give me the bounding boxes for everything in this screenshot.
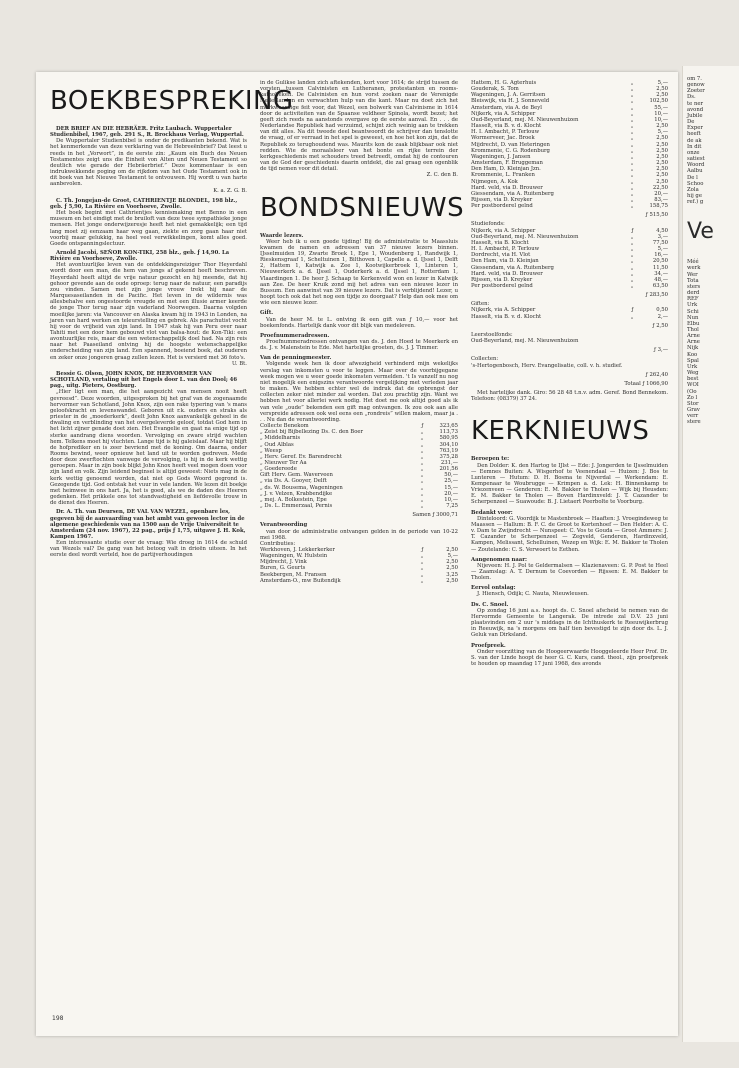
giften-label: Giften: [471,301,490,308]
ledger-currency: „ [420,459,424,466]
ledger-name: „ Weesp [260,447,282,454]
edge-line: Thol [687,327,699,333]
edge-line: Zola [687,186,699,193]
ledger-name: „ ds. W. Bousema, Wageningen [260,484,343,491]
ledger-amount: 10,— [444,496,458,503]
ledger-name: „ Goedereede [260,466,297,473]
ledger-amount: 231,— [440,459,458,466]
ledger-amount: 580,95 [439,435,458,442]
ledger-name: Hard. veld, via D. Brouwer [471,184,543,191]
ledger-currency: „ [630,110,634,117]
ledger-row [260,578,458,584]
ledger-name: Oud-Beyerland, mej. M. Nieuwenhuizen [471,338,579,345]
ledger-amount: 5,— [657,129,668,136]
edge-line: Spal [687,357,699,364]
verantwoording-body: van door de administratie ontvangen gelden in de periode van 10-22 mei 1968. [260,528,458,541]
ledger-currency [619,338,634,344]
ledger-amount: 25,— [444,478,458,485]
ledger-row [260,503,458,509]
ledger-currency: „ [420,559,424,566]
ledger-name: Bleiswijk, via H. J. Sonneveld [471,98,550,105]
ledger-currency: „ [630,196,634,203]
ledger-contributies [260,547,458,584]
ledger-currency: „ [420,429,424,436]
ledger-name: H. I. Ambacht, P. Terlouw [471,129,540,136]
review-body: Het boek begint met Cathrientjes kennismaking met Benno in een museum en het eindigt met de bruiloft van deze twee sympathieke jonge mensen. Het jonge onderwijzeresje heeft het niet gemakkelijk; een tijd lang moet zij eenzaam haar weg gaan, ziekte en zorg gaan haar niet voorbij maar gelukkig, na heel veel verwikkelingen, komt alles goed. Goede ontspanningslectuur. [50,210,247,247]
edge-line: De l [687,174,698,181]
ledger-amount: 2,50 [446,559,458,566]
edge-line: Zo l [687,394,698,401]
edge-line: om 7. [687,76,702,82]
next-page-fragment [687,76,737,426]
kerk-heading: Proefpreek. [471,642,506,649]
ledger-currency: „ [630,246,634,253]
ledger-leerstoel [471,338,668,344]
ledger-name: „ via Ds. A. Gooyer, Delft [260,478,327,485]
ledger-amount: 2,50 [656,92,668,99]
ledger-amount: 5,— [447,553,458,560]
edge-line: Elbu [687,320,700,327]
ledger-amount: 2,— [657,313,668,320]
grand-total: Totaal ƒ 1066,90 [624,380,668,387]
ledger-currency: „ [630,116,634,123]
ledger-name: Mijdrecht, D. van Heteringen [471,141,550,148]
edge-line: Arne [687,339,700,346]
ledger-amount: 10,— [654,110,668,117]
ledger-row [471,314,668,320]
ledger-amount: 2,50 [656,153,668,160]
ledger-name: Wormerveer, Jac. Broek [471,135,535,142]
ledger-name: „ Ds. L. Emmerzaal, Pernis [260,503,333,510]
ledger-currency: „ [630,178,634,185]
ledger-name: Den Ham, via D. Kleinjan [471,258,539,265]
ledger-amount: 763,19 [439,447,458,454]
ledger-name: Mijdrecht, J. Vink [260,559,307,566]
ledger-name: Werkhoven, J. Lekkerkerker [260,547,335,553]
ledger-amount: 5,— [657,246,668,253]
ledger-name: „ Herv. Geref. Ev. Barendrecht [260,453,342,460]
review-body: De Wuppertaler Studienbibel is onder de predikanten bekend. Wat is het kenmerkende van deze verklaring van de Hebreeënbrief? Dat leest u reeds in het „Vorwort”, in de eerste zin: „Kaum ein Buch des Neuen Testamentes zeigt uns die Einheit von Alten und Neuen Testament so deutlich wie gerade der Hebräerbrief.” Deze kommentaar is een indrukwekkende poging om de rijkdom van het Oude Testament ook in dit boek van het Nieuwe Testament te ontvouwen. Hij wordt u van harte aanbevolen. [50,138,247,188]
news-heading: Waarde lezers. [260,232,304,239]
edge-line: Aalbu [687,168,703,175]
ledger-amount: 2,50 [446,565,458,572]
ledger-name: „ mej. A. Bolkestein, Epe [260,496,327,503]
review-heading: DER BRIEF AN DIE HEBRÄER. Fritz Laubach. Wuppertaler Studienbibel, 1967, geb. 291 S., R. Brockhaus Verlag, Wuppertal. [50,126,244,139]
contributies-label: Contributies: [260,540,296,547]
section-title-kerknieuws: KERKNIEUWS [471,416,650,447]
ledger-currency: „ [420,490,424,497]
section-title-boekbespreking: BOEKBESPREKING [50,86,294,116]
ledger-currency: „ [630,129,634,136]
ledger-currency: „ [420,503,424,510]
ledger-currency: „ [420,435,424,442]
ledger-name: Hard. veld, via D. Brouwer [471,270,543,277]
ledger-name: „ J. v. Velzen, Krabbendijke [260,490,333,497]
ledger-currency: „ [630,283,634,289]
ledger-name: Rijssen, via D. Kreyker [471,196,533,203]
ledger-currency: „ [420,441,424,448]
ledger-name: „ Oud Alblas [260,441,294,448]
ledger-collections [260,423,458,509]
ledger-amount: 2,50 [446,577,458,584]
studiefonds-label: Studiefonds: [471,221,505,228]
edge-line: genow [687,82,705,89]
verantwoording-heading: Verantwoording [260,522,308,529]
ledger-currency: „ [630,92,634,99]
ledger-currency: „ [420,565,424,572]
next-page-edge [682,66,739,1042]
review-heading: Arnold Jacobi, SEÑOR KON-TIKI, 258 blz., geb. ƒ 14,90. La Rivière en Voorhoeve, Zwolle. [50,249,230,263]
edge-line: hij ge [687,192,702,199]
edge-line: derd [687,290,700,297]
news-body: Weer heb ik u een goede tijding! Bij de administratie te Maassluis kwamen de namen en adressen van 37 nieuwe lezers binnen. IJsselmuiden 19, Zwarte Broek 1, Epe 1, Woudenberg 1, Randwijk 1, Rieskensgraaf 1, Scheltuinen 1, Bilthoven 1, Capelle a. d. IJssel 1, Delft 2, Hattem 1, Katwijk a. Zee 1, Kootwijkerbroek 1, Linteren 1, Nieuwerkerk a. d. IJssel 1, Ouderkerk a. d. IJssel 1, Rotterdam 1, Vlaardingen 1. De heer J. Schaap te Kerkenveld won en lezer in Katwijk aan Zee. De heer Kruik zond mij het adres van een nieuwe lezer in Bussum. Een aanwinst van 39 nieuwe lezers. Dat is verblijdend! Lezer, u hoopt toch ook dat het nog een tijdje zo doorgaat? Help dan ook mee om wie een nieuwe lezer. [260,238,458,307]
ledger-amount: 113,73 [439,429,458,436]
kerk-heading: Eervol ontslag: [471,585,516,592]
review-heading: Bessie G. Olson, JOHN KNOX, DE HERVORMER VAN SCHOTLAND, vertaling uit het Engels door L. van den Dool; 46 pag., uitg. Pieters, Oostburg. [50,370,238,390]
edge-line: De [687,119,695,126]
ledger-currency: „ [630,104,634,111]
ledger-name: „ Middelharnis [260,435,301,442]
ledger-currency: „ [420,553,424,560]
ledger-name: Rijssen, via D. Kreyker [471,276,533,283]
ledger-amount: 3,25 [446,571,458,578]
ledger-amount: 11,50 [652,264,668,271]
ledger-currency: „ [630,141,634,148]
leerstoel-total: ƒ 3,— [654,347,668,354]
ledger-giften [471,307,668,319]
edge-line: REF [687,296,699,303]
ledger-currency: „ [630,135,634,142]
review-heading: Dr. A. Th. van Deursen, DE VAL VAN WEZEL, openbare les, gegeven bij de aanvaarding van het ambt van gewoon lector in de algemene geschiedenis van na 1500 aan de Vrije Universiteit te Amsterdam (24 nov. 1967), 22 pag., prijs ƒ 1,75, uitgave J. H. Kok, Kampen 1967. [50,509,246,540]
ledger-name: Gouderak, S. Tom [471,86,519,93]
ledger-currency: „ [420,496,424,503]
ledger-currency: „ [630,252,634,259]
ledger-name: Hasselt, via B. v. d. Klocht [471,123,542,130]
ledger-name: Nijkerk, via A. Schipper [471,307,536,314]
review-heading: C. Th. Jongejan-de Groot, CATHRIENTJE BLONDEL, 198 blz., geb. ƒ 5,90, La Rivière en Voorhoeve, Zwolle. [50,197,238,210]
ledger-name: Collecte Benekom [260,423,309,430]
ledger-name: Oud-Beyerland, mej. M. Nieuwenhuizen [471,116,579,123]
news-heading: Proefnummeradressen. [260,332,330,339]
page-number: 198 [52,1015,64,1022]
edge-line: ref.) g [687,199,704,206]
ledger-amount: 7,25 [446,503,458,510]
ledger-currency: „ [420,484,424,491]
ledger-total: Samen ƒ 3000,71 [412,512,458,519]
edge-line: (Oo [687,388,697,395]
edge-line: satiest [687,156,705,163]
news-body: Van de heer M. te L. ontving ik een gift van ƒ 10,— voor het boekenfonds. Hartelijk dank voor dit blijk van medeleven. [260,316,458,329]
ledger-amount: 2,50 [656,141,668,148]
ledger-currency: ƒ [631,307,634,314]
ledger-row [471,363,668,369]
ledger-currency: „ [420,453,424,460]
ledger-amount: 3,— [657,233,668,240]
ledger-name: Den Ham, D. Kleinjan Jzn. [471,166,541,173]
ledger-amount: 375,28 [439,453,458,460]
ledger-currency: „ [420,466,424,473]
ledger-currency: ƒ [631,227,634,234]
kerk-body: Den Dolder: K. den Hartog te IJlst — Ede: J. Jongerden te IJsselmuiden — Eemnes Buiten: A. Wisgerhof te Veenendaal — Huizen: J. Bos te Lunteren — Hutum: D. H. Bosma te Nijverdal — Werkendam: E. Kempenaar te Woubrugge — Krimpen a. d. Lek: H. Binnenkamp te Vriezenveen — Genderen: E. M. Bakker te Tholen — Wijk bij Heusden: E. M. Bakker te Tholen — Boven Hardinxveld: J. T. Cazander te Scherpenzeel — Suawoude: B. J. Lietaert Peerbolte te Voorburg. [471,462,668,506]
edge-line: Nijk [687,345,699,352]
edge-line: te ner [687,100,704,107]
kerknieuws-sections [471,456,668,667]
ledger-amount: 2,50 [656,166,668,173]
ledger-amount: 5,— [657,80,668,86]
ledger-name: „ Zeist bij Bijbellezing Ds. C. den Boer [260,429,364,436]
ledger-name: Wageningen, J. Jansen [471,153,531,160]
ledger-currency: „ [630,233,634,240]
ledger-amount: 48,— [654,276,668,283]
ledger-row [471,203,668,209]
column-2 [260,80,465,1000]
ledger-currency: ƒ [421,423,424,430]
collecten-label: Collecten: [471,356,499,363]
ledger-name: Nijkerk, via A. Schipper [471,110,536,117]
section-title-bondsnieuws: BONDSNIEUWS [260,192,465,223]
edge-line: In dit [687,143,702,150]
review-signature: Z. C. den B. [426,172,458,179]
edge-line: de ak [687,137,702,144]
ledger-name: Giessendam, via A. Ruitenberg [471,264,554,271]
ledger-currency: „ [630,203,634,210]
ledger-amount: 20,— [444,490,458,497]
ledger-amount: 16,— [654,252,668,259]
edge-line: Schoo [687,180,704,187]
kerk-body: Dinteloord: G. Voordijk te Mastenbroek — Haaften: J. Vroegindeweg te Maassen — Hallum: B. F. C. de Groot te Kortenhoef — Den Helder: A. C. v. Dam te Zwijndrecht — Nunspeet: C. Vos te Gouda — Groot Ammers: J. T. Cazander te Scherpenzeel — Zegveld, Genderen, Hardinxveld, Kampen, Melissant, Schelluinen, Wezep en Wijk: E. M. Bakker te Tholen — Zoutelande: C. S. Verwoert te Eethen. [471,515,668,553]
ledger-amount: 323,65 [439,423,458,430]
edge-line: Méé [687,259,699,266]
ledger-name: Nijmegen, A. Kok [471,178,518,185]
column-3 [471,80,668,1000]
ledger-name: Hasselt, via B. Klocht [471,239,529,246]
news-body: Proefnummeradressen ontvangen van ds. J. den Hoed te Meerkerk en ds. J. v. Malenstein te Ede. Met hartelijke groeten, ds. J. J. Timmer. [260,339,458,352]
ledger-name: Krommenie, C. G. Rodenburg [471,147,550,154]
news-heading: Van de penningmeester. [260,355,332,362]
edge-line: WOI [687,382,699,389]
ledger-amount: 77,50 [652,239,668,246]
ledger-currency: ƒ [421,547,424,553]
edge-line: Nun [687,314,699,321]
ledger-name: Wageningen, J. A. Gerritsen [471,92,546,99]
edge-line: avond [687,106,704,113]
edge-line: verr [687,413,699,420]
edge-line: onze [687,149,700,156]
bondsnieuws-sections [260,233,458,424]
closing-note: Met hartelijke dank. Giro: 56 28 48 t.n.v. adm. Geref. Bond Bennekom. Telefoon: (08379) 37 24. [471,390,668,403]
ledger-amount: 15,— [444,484,458,491]
kerk-heading: Beroepen te: [471,456,510,463]
kerk-body: Op zondag 16 juni a.s. hoopt ds. C. Snoel afscheid te nemen van de Hervormde Gemeente te Langerak. De intrede zal D.V. 23 juni plaatsvinden om 2 uur 's middags in de Ichthuskerk te Reeuwijkerbrug in Reeuwijk, na 's morgens om half tien bevestigd te zijn door ds. L. J. Geluk van Dirksland. [471,607,668,639]
ledger-name: Amsterdam, F. Bruggeman [471,160,543,167]
ledger-currency: „ [420,577,424,584]
ledger-name: 's-Hertogenbosch, Herv. Evangelisatie, coll. v. h. studief. [471,362,623,369]
ledger-name: Gift Herv. Gem. Waverveen [260,472,333,479]
ledger-amount: 2,50 [656,147,668,154]
edge-line: Grav [687,407,700,414]
ledger-currency: „ [420,447,424,454]
ledger-amount: 20,— [654,190,668,197]
ledger-row [471,283,668,289]
ledger-amount [634,338,668,344]
ledger-amount: 2,50 [446,547,458,553]
ledger-name: Hasselt, via B. v. d. Klocht [471,313,542,320]
edge-line: Jubile [687,112,703,119]
ledger-amount: 2,50 [656,160,668,167]
ledger-amount: 4,50 [656,227,668,234]
kerk-heading: Ds. C. Snoel. [471,601,509,608]
review-body: „Hier ligt een man, die het aangezicht van mensen nooit heeft gevreesd”. Deze woorden, uitgesproken bij het graf van de zogenaamde hervormer van Schotland, John Knox, zijn een rake typering van 's mans geloofskracht en levenswandel. Geboren uit r.k. ouders en straks als priester in de „moederkerk”, deelt John Knox aanvankelijk geheel in de dwaling en verblinding van het overgeleverde geloof, totdat God hem in het licht zijner genade doet zien. Het Evangelie en gaat na enige tijd op sterke aandrang diens woorden. Vervolging en zware strijd wachten hem. Telkens moet hij vluchten. Lange tijd is hij galeislaaf. Maar hij blijft de hofprediker en is zeer bevriend met de koning. Om daarna, onder Rooms bewind, weer opnieuw het land uit te worden gedreven. Mede door deze zwerftochten vanwege de vervolging, is hij in de kerk wettig geroepen. Maar in zijn boek blijkt John Knox heeft veel mogen doen voor zijn land en volk. Zijn leidend beginsel is altijd geweest: Niets mag in de kerk wettig genoemd worden, dat niet op Gods Woord gegrond is. Gezegende tijd. God ontstak het vuur in vele landen. We lezen dit boekje met heimwee in ons hart. Ja, het is goed, als we de daden des Heeren gedenken. Het prikkele ons tot standvastigheid en liefdevolle trouw in de dienst des Heeren. [50,389,247,507]
ledger-collecten [471,363,668,369]
edge-heading: Ve [687,219,714,245]
ledger-currency: „ [630,147,634,154]
ledger-amount: 304,10 [439,441,458,448]
edge-line: Wer [687,271,698,278]
ledger-currency: „ [630,270,634,277]
ledger-currency [627,363,639,369]
news-body: Volgende week hen ik door afwezigheid verhinderd mijn wekelijks verslag van inkomsten u voor te leggen. Maar over de voorbijgegane week mogen we u weer goede inkomsten vermelden. 't Is vanzelf nu nog niet mogelijk een enigszins verantwoorde vergelijking met verleden jaar te maken. We hebben echter wel de indruk dat de opbrengst der collecten zeker niet minder zal worden. Dat zou prachtig zijn. Want we hebben het voor allerlei werk nodig. Het doet me ook altijd goed als ik van vele „oude” bekenden een gift mag ontvangen. Ik zou ook aan alle verspreide adressen ook wel eens een „rondreis” willen maken, maar ja . . . Nu dan de verantwoording. [260,361,458,423]
ledger-name: Krommenie, L. Franken [471,172,535,179]
edge-line: Weg [687,370,699,377]
ledger-currency: „ [420,571,424,578]
ledger-currency: „ [630,153,634,160]
ledger-currency: „ [630,313,634,320]
magazine-page [36,72,678,1036]
edge-line: Exper [687,125,703,132]
kerk-body: J. Hiensch, Odijk; C. Nauta, Nieuwleusen. [477,591,589,598]
contributies-total: ƒ 515,50 [645,212,668,219]
ledger-currency: „ [630,258,634,265]
ledger-currency: „ [630,86,634,93]
ledger-name: Giessendam, via A. Ruitenberg [471,190,554,197]
review-body: Een interessante studie over de vraag: Wie droeg in 1614 de schuld van Wezels val? De gang van het betoog valt in drieën uiteen. In het eerste deel wordt verteld, hoe de partijverhoudingen [50,540,247,559]
edge-line: best [687,376,699,383]
ledger-amount: 34,— [654,270,668,277]
ledger-currency: „ [630,276,634,283]
ledger-name: Amsterdam-O., mw Buitendijk [260,577,341,584]
edge-line: Schi [687,308,699,315]
edge-line: Tota [687,277,699,284]
ledger-name: Beekbergen, M. Fransen [260,571,327,578]
leerstoel-label: Leerstoelfonds: [471,331,513,338]
ledger-amount: 55,— [654,104,668,111]
ledger-currency: „ [420,478,424,485]
ledger-currency: „ [630,80,634,86]
ledger-amount: 10,— [654,116,668,123]
ledger-currency: „ [630,184,634,191]
ledger-amount: 63,50 [652,283,668,289]
ledger-name: Wageningen, W. Hulstein [260,553,328,560]
ledger-amount: 22,50 [652,184,668,191]
ledger-currency: „ [630,123,634,130]
book-reviews [50,126,247,559]
ledger-studiefonds [471,228,668,290]
edge-line: sters [687,283,701,290]
kerk-body: Onder voorzitting van de Hoogeerwaarde Hooggeleerde Heer Prof. Dr. S. van der Linde hoopt de heer G. C. Kurs, cand. theol., zijn proefpreek te houden op maandag 17 juni 1968, des avonds [471,648,668,668]
edge-line: Woord [687,162,705,169]
ledger-amount: 201,56 [439,466,458,473]
ledger-amount: 2,50 [656,172,668,179]
ledger-amount: 0,50 [656,307,668,314]
news-heading: Gift. [260,310,274,317]
edge-line: Stor [687,400,699,407]
ledger-amount: 83,— [654,196,668,203]
ledger-name: Oud-Beyerland, mej. M. Nieuwenhuizen [471,233,579,240]
ledger-amount: 20,50 [652,258,668,265]
edge-line: Arne [687,333,700,340]
edge-line: werk [687,265,701,272]
ledger-amount: 2,50 [656,86,668,93]
collecten-total: ƒ 262,40 [645,371,668,378]
ledger-currency: „ [630,239,634,246]
ledger-contributies-cont [471,80,668,209]
ledger-amount: 2,50 [656,123,668,130]
ledger-amount: 102,50 [649,98,668,105]
ledger-name: Hattem, H. G. Agterhuis [471,80,537,86]
ledger-name: H. I. Ambacht, P. Terlouw [471,246,540,253]
ledger-currency: „ [630,190,634,197]
edge-line: Koo [687,351,698,358]
edge-line: Urk [687,363,698,370]
ledger-currency: „ [630,264,634,271]
review-body: Het avontuurlijke leven van de ontdekkingsreiziger Thor Heyerdahl wordt door een man, die hem van jongs af gekend heeft beschreven. Heyerdahl heeft altijd de vrije natuur gezocht en hij meende, dat hij gehoor gevende aan de oude oproep: terug naar de natuur, een paradijs zou vinden. Samen met zijn jonge vrouw trekt hij naar de Marquesaseilanden in de Pacific. Het leven in de wildernis was allesbehalve een ongestoorde vreugde en met een illusie armer keerde de jonge Thor terug naar zijn vaderland Noorwegen. Daarna volgden moeilijke jaren: via Vancouver en Alaska kwam hij in 1943 in Londen, na jaren van hard werken en teleurstelling en gebrek. Als parachutist vocht hij voor de vrijheid van zijn land. In 1947 stak hij van Peru over naar Tahiti met een door hem gebouwd vlot van balsa-hout: de Kon-Tiki: een avontuurlijke reis, maar die een wetenschappelijk doel had. Na zijn reis naar het Paaseiland ontving hij de hoogste wetenschappelijke onderscheiding van zijn land. Een spannend, boeiend boek, dat ouderen en zeker onze jongeren graag zullen lezen. Het is versierd met 36 foto's. [50,262,247,361]
ledger-amount: 158,75 [649,203,668,210]
ledger-amount [639,363,668,369]
review-signature: K. a. Z. G. B. [213,187,247,194]
edge-line: heeft [687,131,701,138]
ledger-name: Dordrecht, via H. Vlot [471,252,531,259]
ledger-amount: 50,— [444,472,458,479]
review-continued: in de Gulikse landen zich aftekenden, kort voor 1614; de strijd tussen de vorsten, tussen Calvinisten en Lutheranen, protestanten en rooms-katholieken. De Calvinisten en hun vorst zoeken naar de Verenigde Nederlanden en verwachten hulp van die kant. Maar nu doet zich het merkwaardige feit voor, dat Wezel, een bolwerk van Calvinisme in 1614 door de activiteiten van de Spaanse veldheer Spinola, wordt bezet; het geeft zich reeds na aanstonds overgave op de eerste aanval. En . . . de Nederlandse Republiek had verzuimd, schijnt zich weinig aan te trekken van dit alles. Na dit tweede deel beantwoordt de schrijver dan tenslotte de vraag, of er verraad in het spel is geweest, en hoe het kon zijn, dat de Republiek zo terughoudend was. Maurits kon de zaak blijkbaar ook niet redden. Wie de moraalsleer van het bonte en rijke terrein der kerkgeschiedenis met schouders treed betreedt, omdat hij de contouren van de God der geschiedenis daarin ontdekt, die zal graag een ogenblik de tijd nemen voor dit detail. [260,80,458,173]
ledger-amount: 2,50 [656,135,668,142]
edge-line: Zoeter [687,88,705,95]
ledger-currency: „ [630,98,634,105]
ledger-name: Per postborderel gelnd [471,283,533,289]
kerk-heading: Aangenomen naar: [471,556,527,563]
studiefonds-total: ƒ 283,50 [645,292,668,299]
ledger-currency: „ [630,160,634,167]
edge-line: Ds. [687,94,696,101]
ledger-name: „ Nieuwer Ter Aa [260,459,307,466]
ledger-amount: 2,50 [656,178,668,185]
edge-line: stere [687,419,701,426]
ledger-name: Per postborderel gelnd [471,203,533,210]
kerk-heading: Bedankt voor: [471,509,513,516]
ledger-currency: „ [630,166,634,173]
giften-total: ƒ 2,50 [652,322,668,329]
ledger-currency: „ [420,472,424,479]
ledger-row [471,338,668,344]
ledger-name: Amsterdam, via A. de Beyl [471,104,542,111]
ledger-currency: „ [630,172,634,179]
edge-line: Urk [687,302,698,309]
review-signature: U. Bt. [231,360,247,367]
ledger-name: Buren, G. Geurts [260,565,306,572]
ledger-name: Nijkerk, via A. Schipper [471,227,536,234]
kerk-body: Nijeveen: H. J. Pol te Geldermalsen — Klazienaveen: G. P. Post te Heel — Zaamslag: A. T. Dernum te Coevorden — Rijssen: E. M. Bakker te Tholen. [471,562,668,582]
